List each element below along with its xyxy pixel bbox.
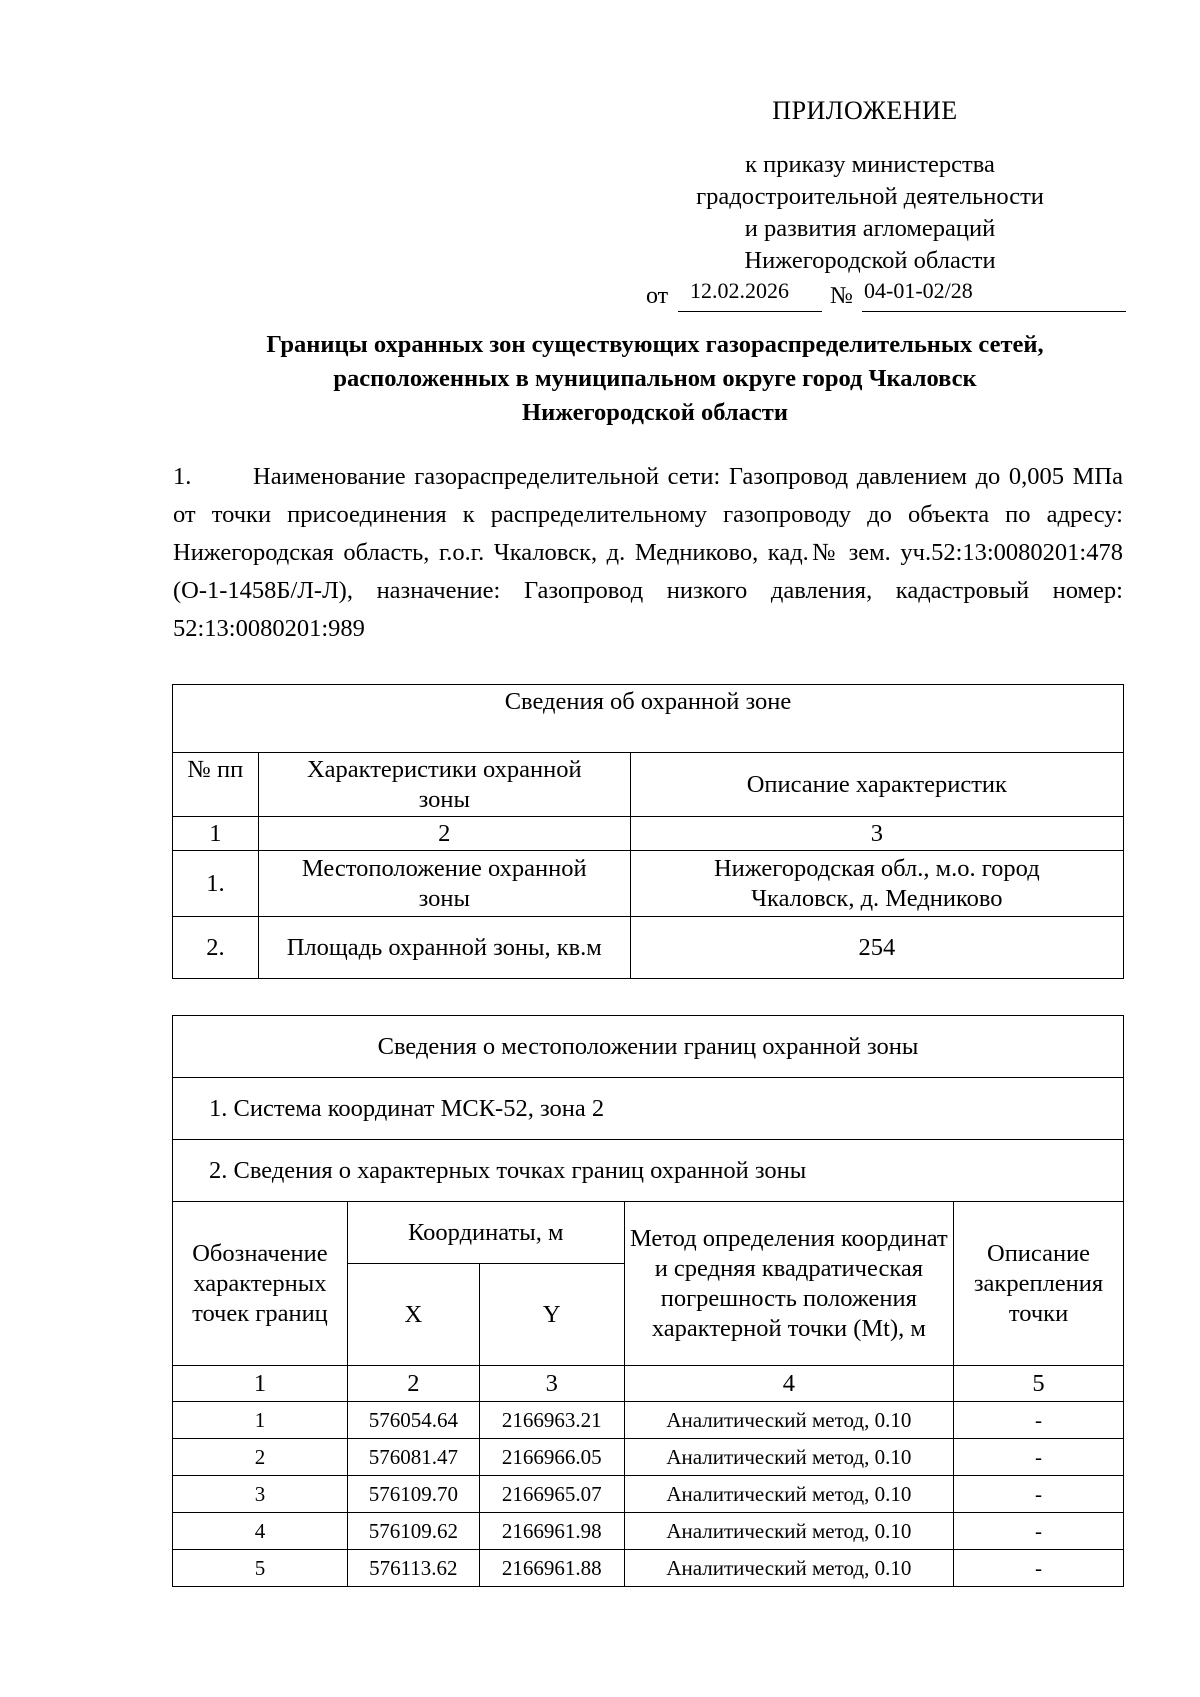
index-cell: 3 [479, 1366, 624, 1402]
point-row [173, 1402, 1124, 1439]
order-date-number [646, 278, 1126, 312]
zone-table-title: Сведения об охранной зоне [173, 685, 1124, 753]
point-x: 576113.62 [347, 1550, 479, 1587]
table-row [173, 685, 1124, 753]
document-heading [170, 328, 1140, 430]
point-fixing: - [954, 1439, 1124, 1476]
point-x: 576109.70 [347, 1476, 479, 1513]
appendix-title: ПРИЛОЖЕНИЕ [772, 96, 958, 125]
order-number-field [862, 278, 1126, 312]
point-x: 576081.47 [347, 1439, 479, 1476]
point-row [173, 1476, 1124, 1513]
point-y: 2166966.05 [479, 1439, 624, 1476]
header-designation: Обозначение характерных точек границ [173, 1202, 348, 1366]
header-y: Y [479, 1264, 624, 1366]
appendix-order-reference [600, 149, 1140, 277]
index-row [173, 1366, 1124, 1402]
appendix-line: градостроительной деятельности [696, 183, 1044, 210]
points-section-title: 2. Сведения о характерных точках границ охранной зоны [173, 1140, 1124, 1202]
point-id: 4 [173, 1513, 348, 1550]
point-method: Аналитический метод, 0.10 [624, 1476, 953, 1513]
order-date-field [678, 278, 822, 312]
from-label: от [646, 283, 669, 309]
point-id: 1 [173, 1402, 348, 1439]
appendix-line: Нижегородской области [744, 247, 996, 274]
header-cell: Описание характеристик [630, 753, 1123, 817]
point-row [173, 1550, 1124, 1587]
point-x: 576109.62 [347, 1513, 479, 1550]
header-cell: № пп [173, 753, 259, 817]
table-row [173, 851, 1124, 917]
point-row [173, 1439, 1124, 1476]
header-x: X [347, 1264, 479, 1366]
boundary-points-table [172, 1015, 1124, 1587]
coordinate-system: 1. Система координат МСК-52, зона 2 [173, 1078, 1124, 1140]
point-fixing: - [954, 1550, 1124, 1587]
appendix-line: к приказу министерства [745, 151, 995, 178]
appendix-line: и развития агломераций [744, 215, 996, 242]
point-method: Аналитический метод, 0.10 [624, 1550, 953, 1587]
network-description [173, 458, 1123, 648]
point-y: 2166961.98 [479, 1513, 624, 1550]
point-x: 576054.64 [347, 1402, 479, 1439]
index-cell: 1 [173, 817, 259, 851]
heading-line: Границы охранных зон существующих газораспределительных сетей, [266, 331, 1044, 358]
point-id: 5 [173, 1550, 348, 1587]
point-id: 2 [173, 1439, 348, 1476]
header-cell: Характеристики охранной зоны [258, 753, 630, 817]
point-y: 2166965.07 [479, 1476, 624, 1513]
point-method: Аналитический метод, 0.10 [624, 1402, 953, 1439]
table-row [173, 917, 1124, 979]
index-cell: 3 [630, 817, 1123, 851]
point-y: 2166963.21 [479, 1402, 624, 1439]
point-row [173, 1513, 1124, 1550]
point-id: 3 [173, 1476, 348, 1513]
index-row [173, 817, 1124, 851]
paragraph-text: Наименование газораспределительной сети: Газопровод давлением до 0,005 МПа от точки присоединения к распределительному газопроводу до объекта по адресу: Нижегородская область, г.о.г. Чкаловск, д. Медниково, кад.№ зем. уч.52:13:0080201:478 (О-1-1458Б/Л-Л), назначение: Газопровод низкого давления, кадастровый номер: 52:13:0080201:989 [173, 463, 1123, 642]
table-cell: 1. [173, 851, 259, 917]
table-row [173, 1078, 1124, 1140]
table-cell: 254 [630, 917, 1123, 979]
table-header-row [173, 753, 1124, 817]
boundary-table-title: Сведения о местоположении границ охранной зоны [173, 1016, 1124, 1078]
table-row [173, 1140, 1124, 1202]
header-method: Метод определения координат и средняя квадратическая погрешность положения характерной точки (Mt), м [624, 1202, 953, 1366]
point-y: 2166961.88 [479, 1550, 624, 1587]
index-cell: 2 [258, 817, 630, 851]
header-fixing: Описание закрепления точки [954, 1202, 1124, 1366]
table-cell: Местоположение охранной зоны [258, 851, 630, 917]
heading-line: расположенных в муниципальном округе город Чкаловск [333, 365, 977, 392]
header-coordinates: Координаты, м [347, 1202, 624, 1264]
point-method: Аналитический метод, 0.10 [624, 1439, 953, 1476]
table-row [173, 1016, 1124, 1078]
point-method: Аналитический метод, 0.10 [624, 1513, 953, 1550]
index-cell: 4 [624, 1366, 953, 1402]
point-fixing: - [954, 1402, 1124, 1439]
heading-line: Нижегородской области [522, 399, 788, 426]
table-header-row [173, 1202, 1124, 1264]
index-cell: 5 [954, 1366, 1124, 1402]
number-label: № [830, 283, 853, 309]
table-cell: 2. [173, 917, 259, 979]
zone-info-table [172, 684, 1124, 979]
index-cell: 1 [173, 1366, 348, 1402]
table-cell: Нижегородская обл., м.о. город Чкаловск, д. Медниково [630, 851, 1123, 917]
index-cell: 2 [347, 1366, 479, 1402]
paragraph-number: 1. [173, 463, 192, 490]
order-date: 12.02.2026 [690, 278, 789, 303]
order-number: 04-01-02/28 [864, 278, 973, 303]
table-cell: Площадь охранной зоны, кв.м [258, 917, 630, 979]
point-fixing: - [954, 1513, 1124, 1550]
point-fixing: - [954, 1476, 1124, 1513]
